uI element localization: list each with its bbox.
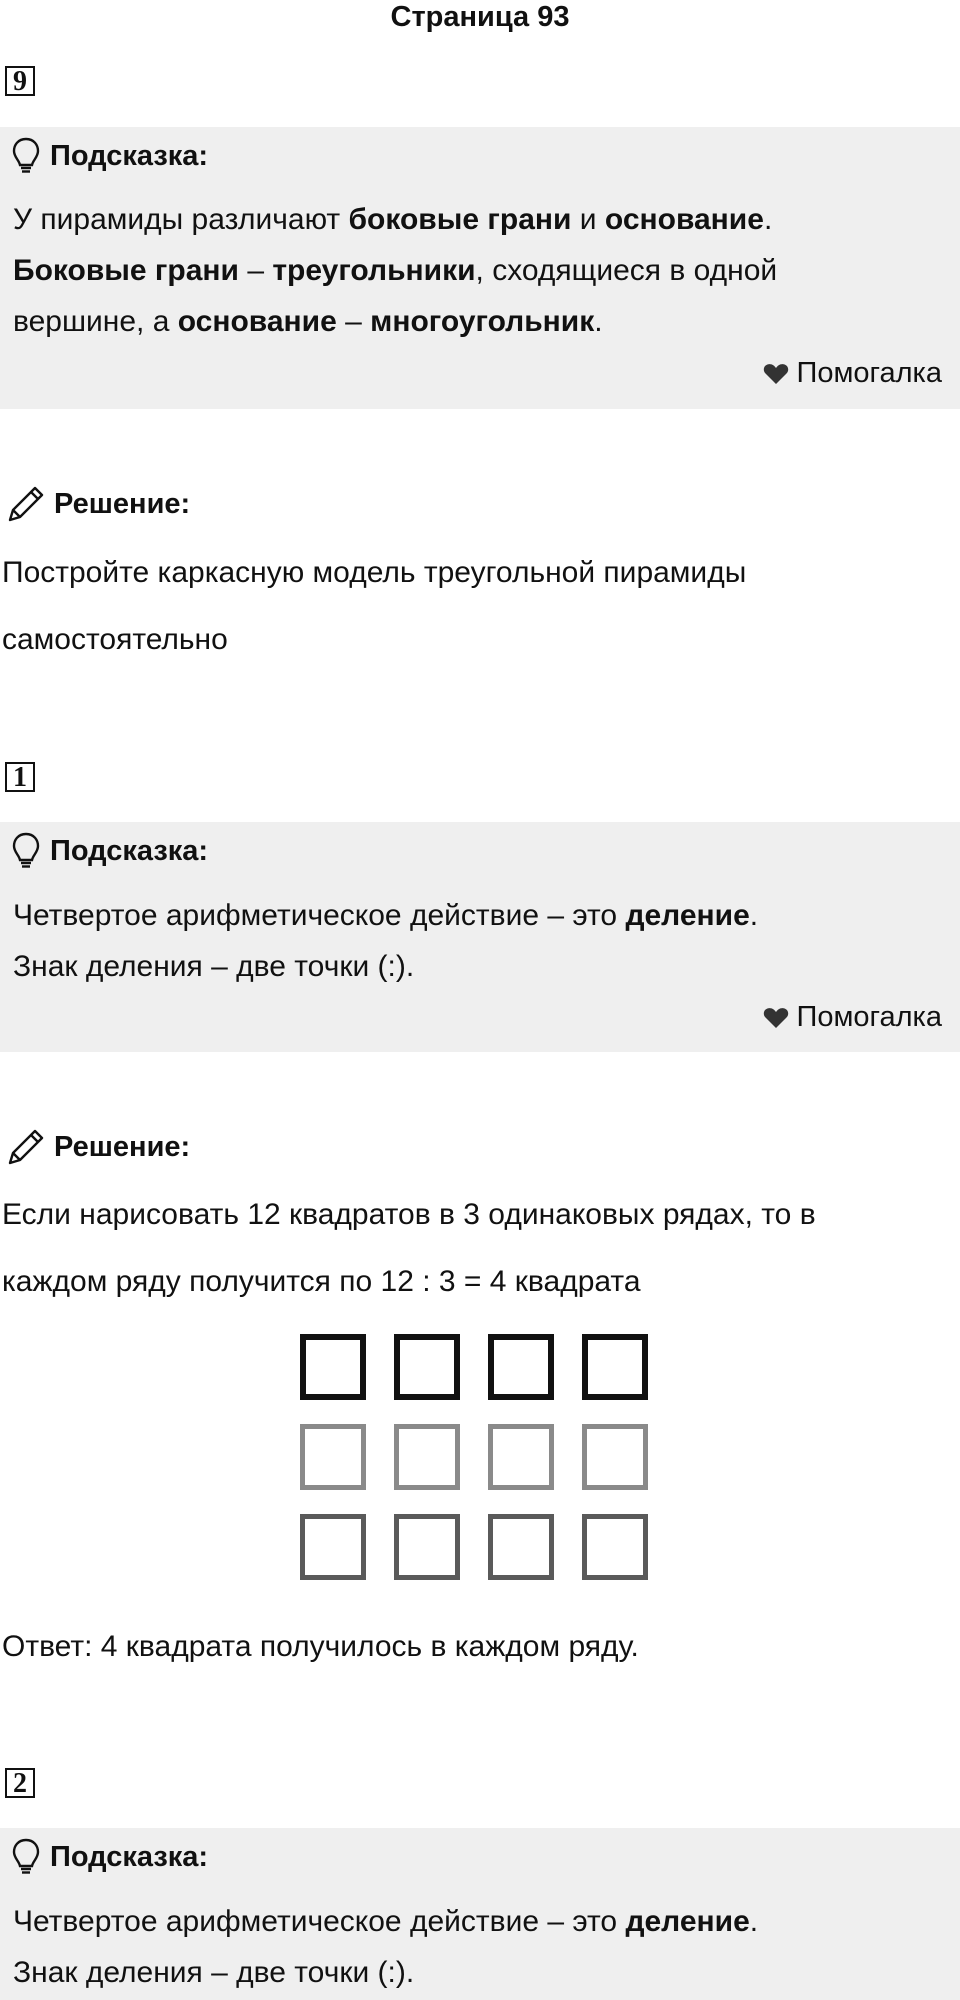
page-title: Страница 93 xyxy=(390,1,570,33)
heart-icon xyxy=(763,363,789,385)
text-segment: Знак деления – две точки (:). xyxy=(13,1956,415,1989)
text-segment: Знак деления – две точки (:). xyxy=(13,950,415,983)
lightbulb-icon xyxy=(12,137,40,175)
hint-line xyxy=(13,251,777,291)
solution-line: самостоятельно xyxy=(2,623,228,656)
hint-label: Подсказка: xyxy=(50,1840,209,1873)
hint-heading xyxy=(12,832,208,870)
bold-term: Боковые грани xyxy=(13,254,239,287)
task-number-1: 1 xyxy=(5,762,35,792)
lightbulb-icon xyxy=(12,1838,40,1876)
hint-box xyxy=(0,822,960,1052)
task-number-2: 2 xyxy=(5,1768,35,1798)
squares-figure xyxy=(300,1334,660,1592)
source-link[interactable] xyxy=(763,1001,942,1034)
solution-heading xyxy=(6,484,190,524)
square xyxy=(488,1514,554,1580)
solution-heading xyxy=(6,1127,190,1167)
hint-line xyxy=(13,1902,758,1942)
square xyxy=(488,1334,554,1400)
pencil-icon xyxy=(6,1127,46,1167)
bold-term: деление xyxy=(625,1905,750,1938)
answer-line: Ответ: 4 квадрата получилось в каждом ряду. xyxy=(2,1630,639,1663)
hint-label: Подсказка: xyxy=(50,834,209,867)
bold-term: основание xyxy=(177,305,337,338)
task-number-9: 9 xyxy=(5,66,35,96)
text-segment: . xyxy=(749,1905,759,1938)
hint-box xyxy=(0,1828,960,2000)
text-segment: . xyxy=(594,305,603,338)
square xyxy=(394,1334,460,1400)
text-segment: Четвертое арифметическое действие – это xyxy=(13,899,626,932)
hint-line xyxy=(13,1953,414,1993)
pencil-icon xyxy=(6,484,46,524)
square xyxy=(300,1424,366,1490)
hint-line xyxy=(13,947,414,987)
solution-label: Решение: xyxy=(54,1130,191,1163)
text-segment: и xyxy=(571,203,605,236)
text-segment: У пирамиды различают xyxy=(13,203,349,236)
text-segment: Четвертое арифметическое действие – это xyxy=(13,1905,626,1938)
source-link[interactable] xyxy=(763,357,942,390)
solution-line: каждом ряду получится по 12 : 3 = 4 квадрата xyxy=(2,1265,641,1298)
square xyxy=(582,1424,648,1490)
text-segment: – xyxy=(336,305,371,338)
text-segment: . xyxy=(749,899,759,932)
hint-line xyxy=(13,302,603,342)
hint-line xyxy=(13,896,758,936)
square xyxy=(394,1424,460,1490)
hint-line xyxy=(13,200,772,240)
hint-heading xyxy=(12,137,208,175)
solution-label: Решение: xyxy=(54,487,191,520)
solution-line: Если нарисовать 12 квадратов в 3 одинаковых рядах, то в xyxy=(2,1198,816,1231)
text-segment: вершине, а xyxy=(13,305,178,338)
source-label: Помогалка xyxy=(796,1001,942,1033)
bold-term: многоугольник xyxy=(370,305,595,338)
bold-term: деление xyxy=(625,899,750,932)
square xyxy=(582,1334,648,1400)
bold-term: боковые грани xyxy=(348,203,572,236)
square xyxy=(300,1514,366,1580)
hint-label: Подсказка: xyxy=(50,139,209,172)
lightbulb-icon xyxy=(12,832,40,870)
text-segment: , сходящиеся в одной xyxy=(475,254,778,287)
heart-icon xyxy=(763,1007,789,1029)
square xyxy=(582,1514,648,1580)
bold-term: треугольники xyxy=(272,254,476,287)
square xyxy=(488,1424,554,1490)
text-segment: – xyxy=(238,254,273,287)
square xyxy=(394,1514,460,1580)
text-segment: . xyxy=(763,203,773,236)
hint-box xyxy=(0,127,960,409)
bold-term: основание xyxy=(604,203,764,236)
source-label: Помогалка xyxy=(796,357,942,389)
solution-line: Постройте каркасную модель треугольной пирамиды xyxy=(2,556,747,589)
hint-heading xyxy=(12,1838,208,1876)
square xyxy=(300,1334,366,1400)
